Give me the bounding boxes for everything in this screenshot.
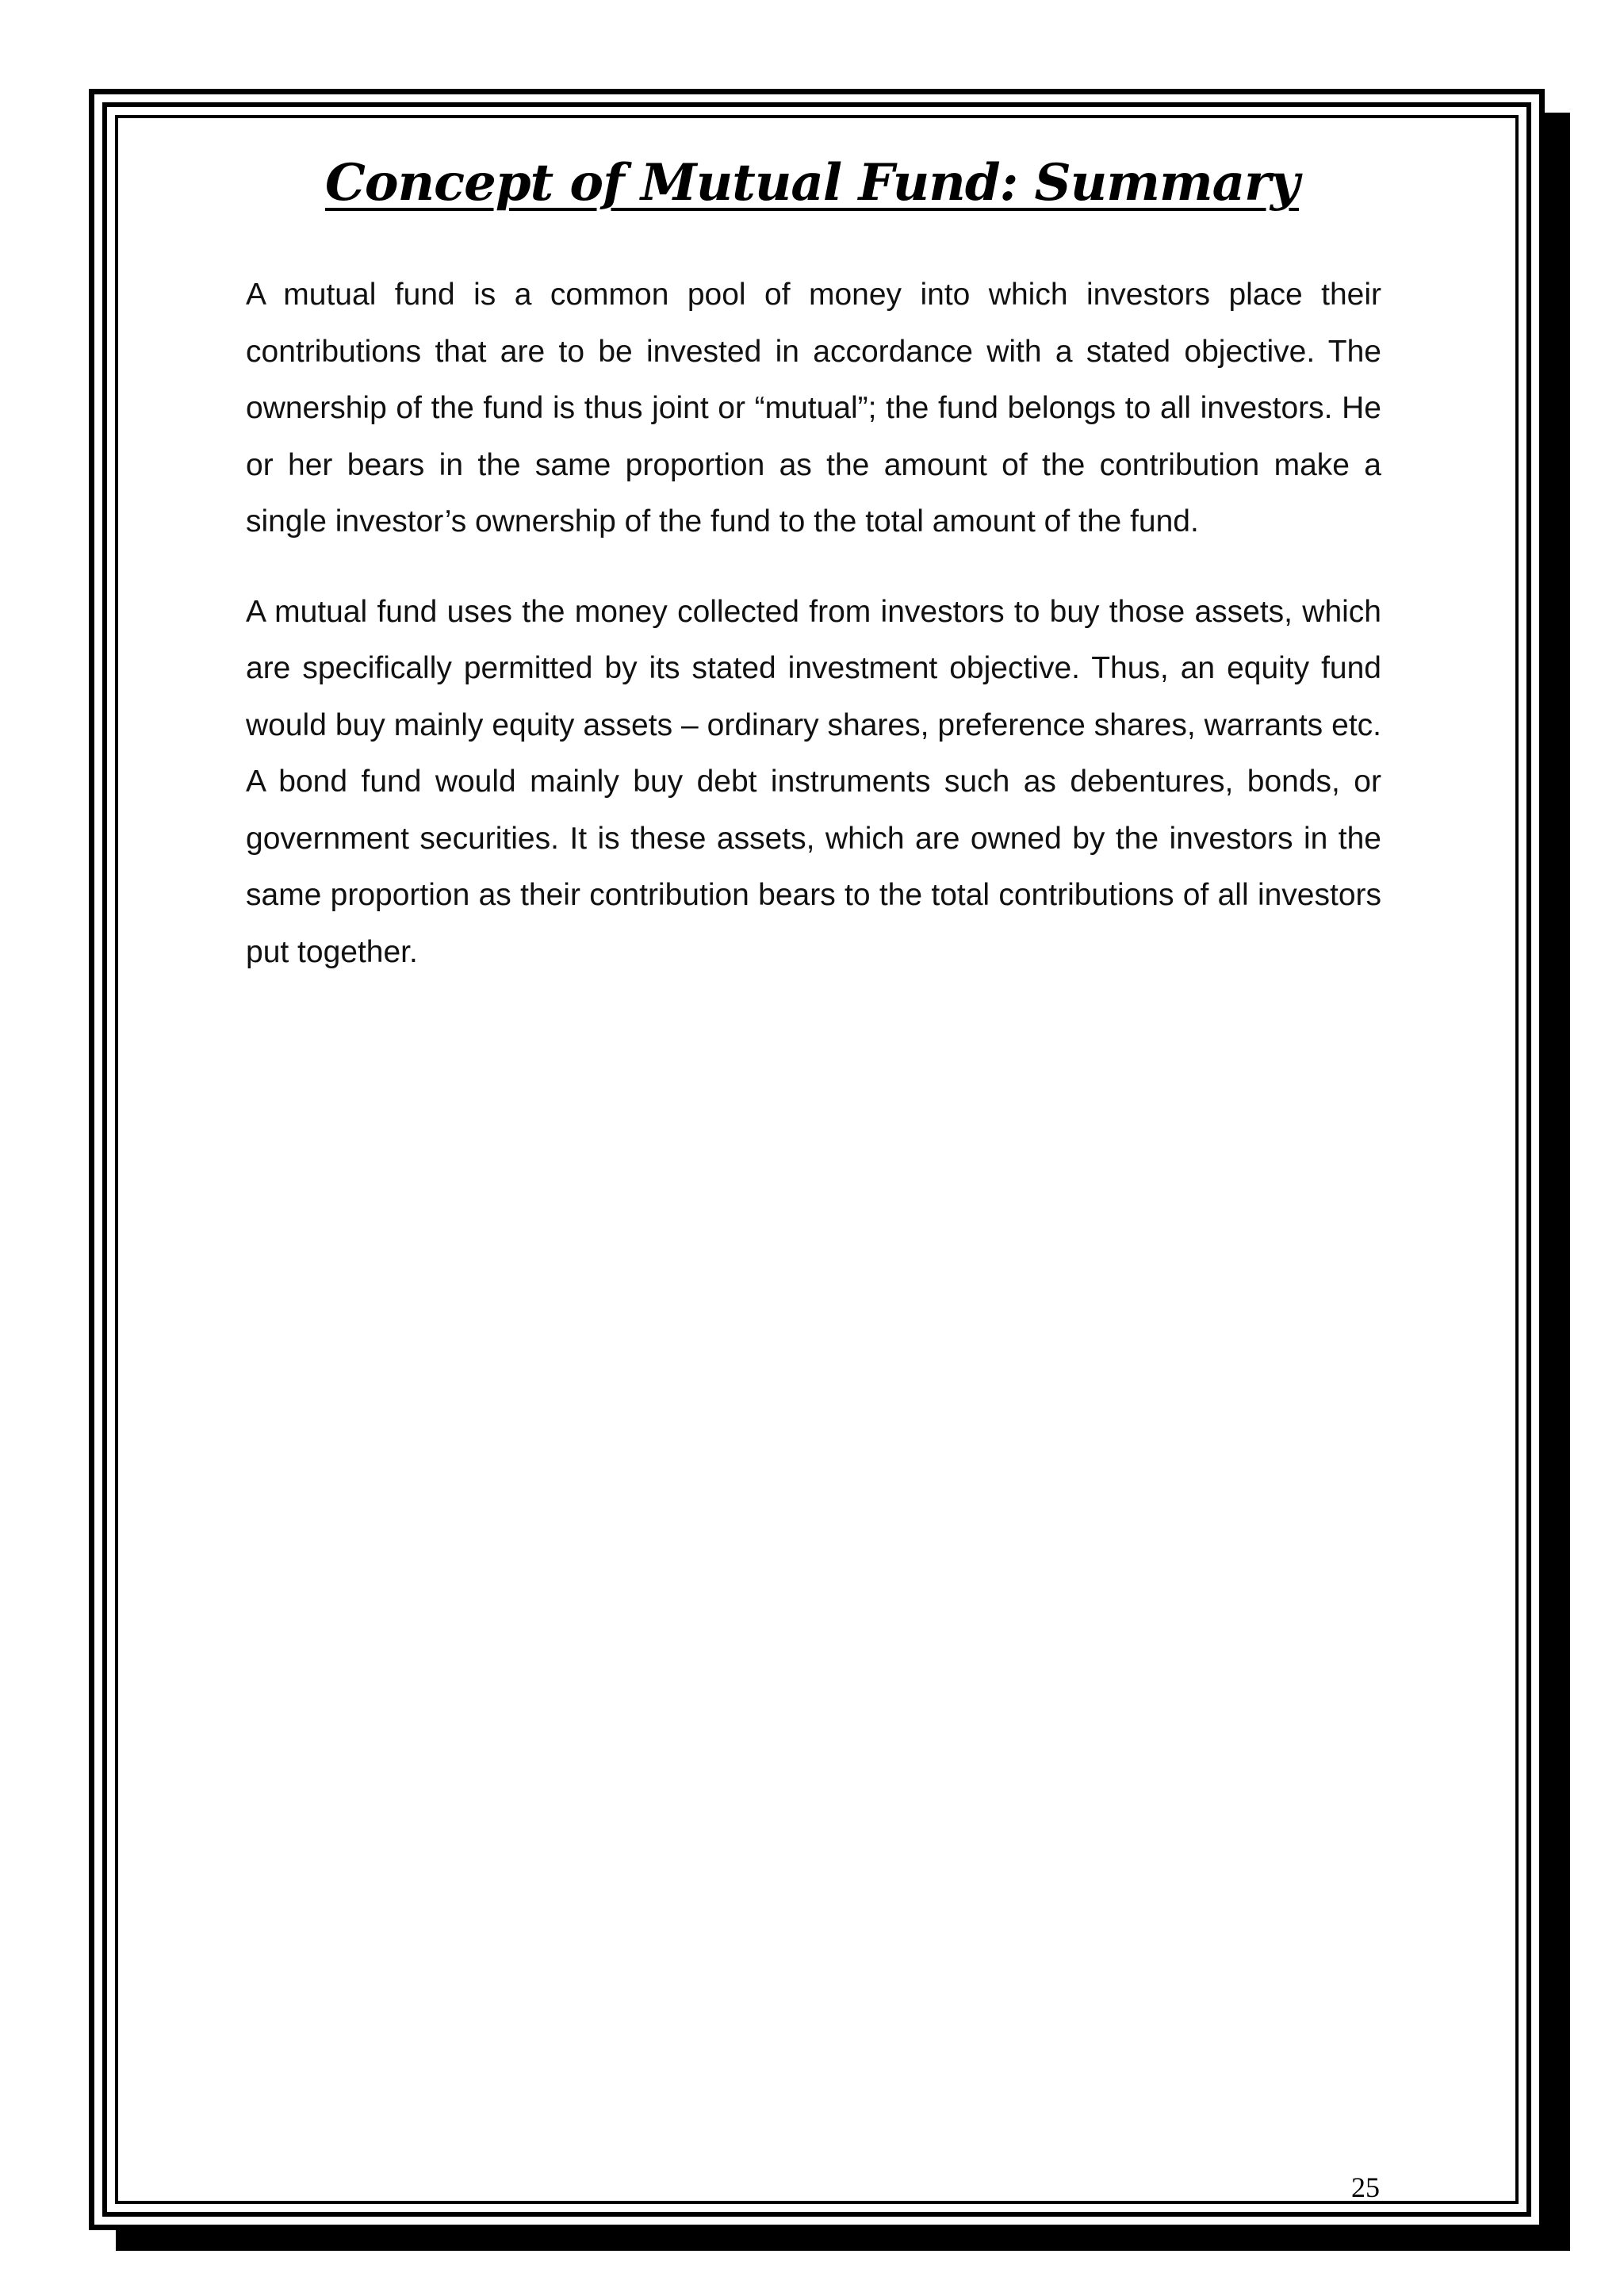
paragraph-1: A mutual fund is a common pool of money into which investors place their contributions that are to be invested in accordance with a stated objective. The ownership of the fund is thus joint or “mutual”; the fund belongs to all investors. He or her bears in the same proportion as the amount of the contribution make a single investor’s ownership of the fund to the total amount of the fund. — [246, 278, 1381, 539]
paragraph-2: A mutual fund uses the money collected from investors to buy those assets, which are specifically permitted by its stated investment objective. Thus, an equity fund would buy mainly equity assets – ordinary shares, preference shares, warrants etc. A bond fund would mainly buy debt instruments such as debentures, bonds, or government securities. It is these assets, which are owned by the investors in the same proportion as their contribution bears to the total contributions of all investors put together. — [246, 594, 1381, 969]
page-number: 25 — [1351, 2171, 1380, 2203]
page-title: Concept of Mutual Fund: Summary — [324, 153, 1300, 213]
body-text — [246, 266, 1381, 1014]
